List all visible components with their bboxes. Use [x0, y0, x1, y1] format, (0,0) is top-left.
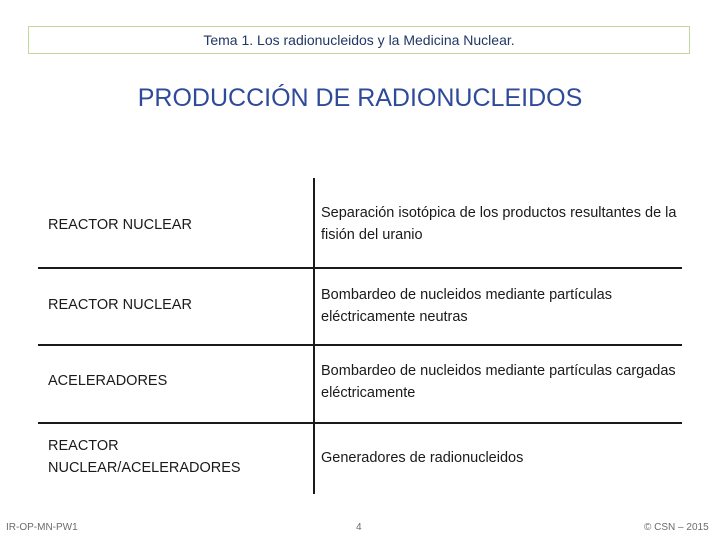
slide-header	[28, 26, 690, 54]
footer-copyright: © CSN – 2015	[644, 522, 709, 533]
table-cell-description: Generadores de radionucleidos	[321, 450, 524, 466]
table-row-divider	[38, 267, 682, 269]
footer-code: IR-OP-MN-PW1	[6, 522, 78, 533]
table-row-divider	[38, 422, 682, 424]
table-cell-method: REACTOR NUCLEAR	[48, 217, 192, 233]
table-cell-method: ACELERADORES	[48, 373, 168, 389]
table-cell-description: Separación isotópica de los productos resultantes de la fisión del uranio	[321, 205, 677, 243]
table-row-divider	[38, 344, 682, 346]
table-cell-method: REACTOR NUCLEAR	[48, 297, 192, 313]
header-text: Tema 1. Los radionucleidos y la Medicina Nuclear.	[203, 32, 515, 48]
table-vertical-divider	[313, 178, 315, 494]
page-number: 4	[356, 522, 362, 533]
table-cell-method: REACTOR NUCLEAR/ACELERADORES	[48, 438, 241, 476]
table-cell-description: Bombardeo de nucleidos mediante partículas cargadas eléctricamente	[321, 363, 676, 401]
slide-title: PRODUCCIÓN DE RADIONUCLEIDOS	[137, 84, 583, 112]
table-cell-description: Bombardeo de nucleidos mediante partículas eléctricamente neutras	[321, 287, 612, 325]
